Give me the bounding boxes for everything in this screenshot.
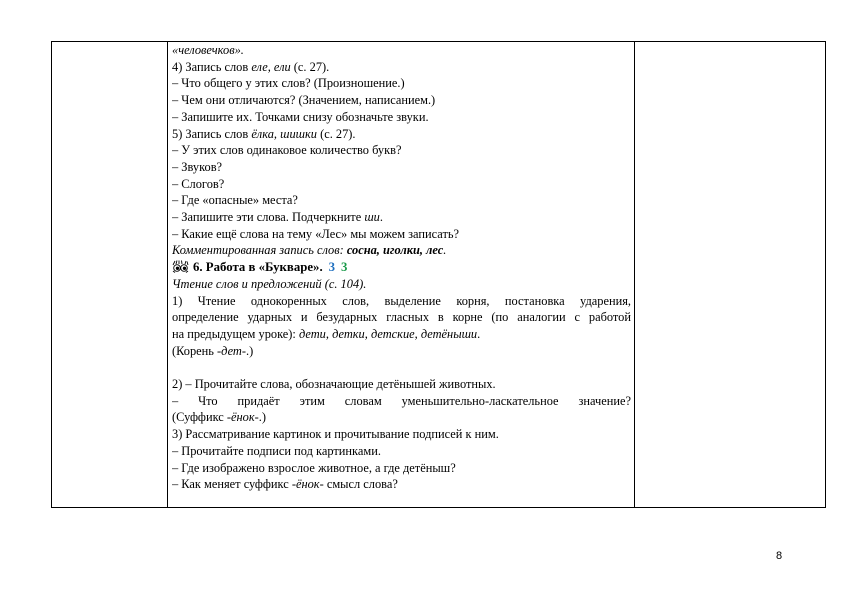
text-line: – У этих слов одинаковое количество букв? bbox=[172, 143, 402, 158]
page-number: 8 bbox=[776, 550, 783, 562]
text-line: – Прочитайте подписи под картинками. bbox=[172, 443, 381, 458]
text-line: – Где изображено взрослое животное, а где детёныш? bbox=[172, 460, 456, 475]
text-line: – Как меняет суффикс -ёнок- смысл слова? bbox=[172, 477, 398, 492]
table-row bbox=[52, 42, 826, 508]
text-line: – Чем они отличаются? (Значением, написанием.) bbox=[172, 93, 436, 108]
exercise-number-green: 3 bbox=[341, 260, 348, 275]
text-line: – Слогов? bbox=[172, 176, 225, 191]
text-line: на предыдущем уроке): дети, детки, детские, детёныши. bbox=[172, 326, 481, 341]
text-line: 3) Рассматривание картинок и прочитывание подписей к ним. bbox=[172, 427, 499, 442]
text-line: – Что придаёт этим словам уменьшительно-ласкательное значение? bbox=[172, 393, 631, 408]
lesson-table bbox=[51, 41, 826, 508]
text-line: (Корень -дет-.) bbox=[172, 343, 254, 358]
text-line: – Запишите их. Точками снизу обозначьте звуки. bbox=[172, 109, 429, 124]
text-line: 4) Запись слов еле, ели (с. 27). bbox=[172, 59, 330, 74]
text-line: «человечков». bbox=[172, 43, 244, 57]
section-heading: 6. Работа в «Букваре». 3 3 bbox=[172, 259, 631, 276]
text-line: Комментированная запись слов: сосна, иголки, лес. bbox=[172, 243, 447, 258]
content-cell bbox=[168, 42, 635, 508]
text-line: (Суффикс -ёнок-.) bbox=[172, 410, 267, 425]
text-line: – Запишите эти слова. Подчеркните ши. bbox=[172, 210, 383, 225]
text-line: 5) Запись слов ёлка, шишки (с. 27). bbox=[172, 126, 356, 141]
exercise-number-blue: 3 bbox=[328, 260, 336, 275]
text-line: – Где «опасные» места? bbox=[172, 193, 298, 208]
text-line: 1) Чтение однокоренных слов, выделение корня, постановка ударения, bbox=[172, 293, 631, 308]
text-line: – Звуков? bbox=[172, 159, 223, 174]
text-line: – Что общего у этих слов? (Произношение.) bbox=[172, 76, 405, 91]
text-line: определение ударных и безударных гласных в корне (по аналогии с работой bbox=[172, 310, 631, 325]
blank-line bbox=[172, 359, 631, 376]
notes-cell bbox=[635, 42, 826, 508]
text-line: 2) – Прочитайте слова, обозначающие детёнышей животных. bbox=[172, 377, 496, 392]
stage-cell bbox=[52, 42, 168, 508]
reading-eyes-icon bbox=[172, 260, 189, 273]
text-line: – Какие ещё слова на тему «Лес» мы можем записать? bbox=[172, 226, 460, 241]
text-line: Чтение слов и предложений (с. 104). bbox=[172, 276, 367, 291]
